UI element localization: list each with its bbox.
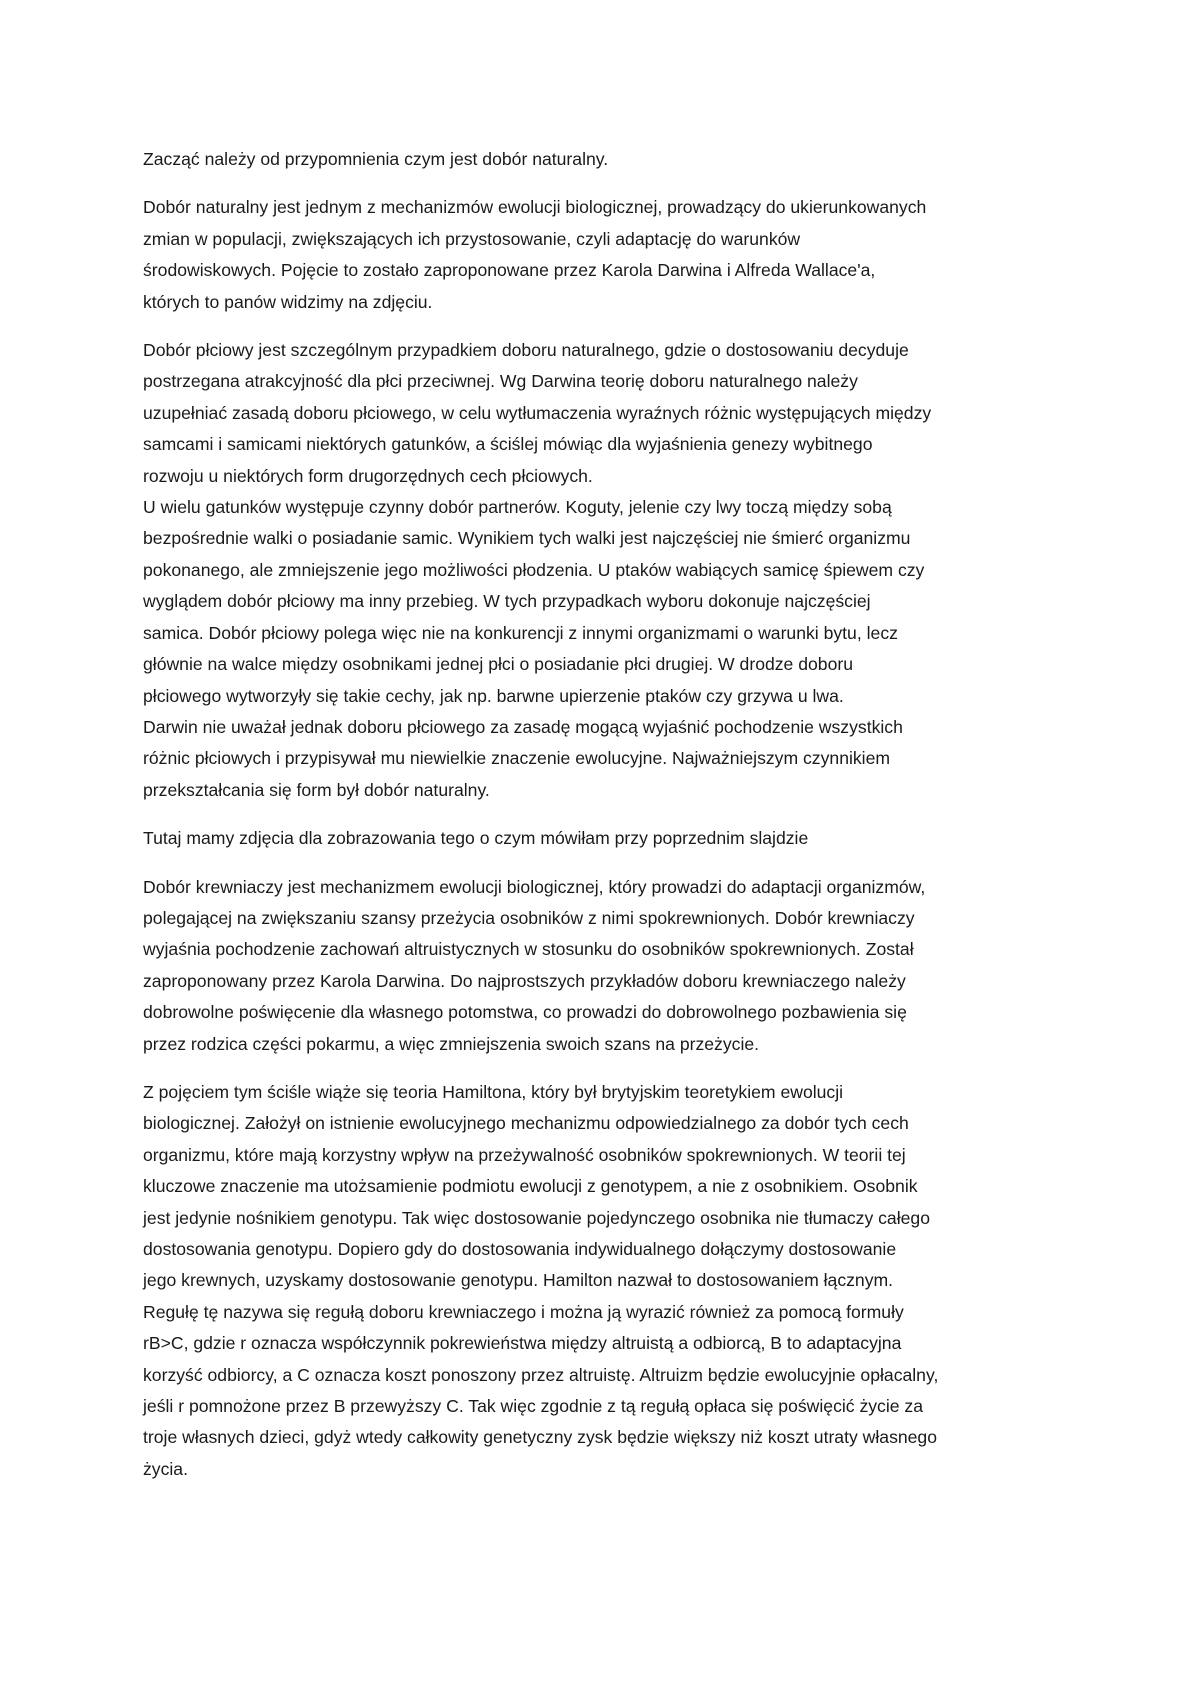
text-line: Dobór płciowy jest szczególnym przypadkiem doboru naturalnego, gdzie o dostosowaniu decyduje <box>143 340 909 361</box>
text-line: dobrowolne poświęcenie dla własnego potomstwa, co prowadzi do dobrowolnego pozbawienia się <box>143 1002 907 1023</box>
text-line: głównie na walce między osobnikami jednej płci o posiadanie płci drugiej. W drodze doboru <box>143 654 854 675</box>
paragraph-spacer <box>143 855 1063 872</box>
text-line: troje własnych dzieci, gdyż wtedy całkowity genetyczny zysk będzie większy niż koszt utraty własnego <box>143 1427 938 1448</box>
text-line: biologicznej. Założył on istnienie ewolucyjnego mechanizmu odpowiedzialnego za dobór tych cech <box>143 1113 909 1134</box>
text-line: rB>C, gdzie r oznacza współczynnik pokrewieństwa między altruistą a odbiorcą, B to adaptacyjna <box>143 1333 902 1354</box>
text-line: korzyść odbiorcy, a C oznacza koszt ponoszony przez altruistę. Altruizm będzie ewolucyjnie opłacalny, <box>143 1364 939 1385</box>
paragraph-sexual-selection <box>143 335 1063 806</box>
text-line: jego krewnych, uzyskamy dostosowanie genotypu. Hamilton nazwał to dostosowaniem łącznym. <box>143 1270 894 1291</box>
document-body <box>143 144 1063 1485</box>
paragraph-natural-selection <box>143 192 1063 318</box>
text-line: zaproponowany przez Karola Darwina. Do najprostszych przykładów doboru krewniaczego należy <box>143 970 906 991</box>
text-line: pokonanego, ale zmniejszenie jego możliwości płodzenia. U ptaków wabiących samicę śpiewem czy <box>143 559 925 580</box>
text-line: Regułę tę nazywa się regułą doboru krewniaczego i można ją wyrazić również za pomocą formuły <box>143 1301 904 1322</box>
paragraph-kin-selection <box>143 872 1063 1060</box>
text-line: Zacząć należy od przypomnienia czym jest dobór naturalny. <box>143 149 609 169</box>
text-line: życia. <box>143 1458 188 1479</box>
paragraph-spacer <box>143 806 1063 823</box>
paragraph-spacer <box>143 1060 1063 1077</box>
text-line: samcami i samicami niektórych gatunków, a ściślej mówiąc dla wyjaśnienia genezy wybitnego <box>143 434 873 455</box>
paragraph-photos-note <box>143 823 1063 854</box>
text-line: U wielu gatunków występuje czynny dobór partnerów. Koguty, jelenie czy lwy toczą między sobą <box>143 497 892 518</box>
text-line: różnic płciowych i przypisywał mu niewielkie znaczenie ewolucyjne. Najważniejszym czynnikiem <box>143 748 891 769</box>
text-line: wyglądem dobór płciowy ma inny przebieg. W tych przypadkach wyboru dokonuje najczęściej <box>143 591 871 612</box>
text-line: Dobór krewniaczy jest mechanizmem ewolucji biologicznej, który prowadzi do adaptacji organizmów, <box>143 876 926 897</box>
text-line: Darwin nie uważał jednak doboru płciowego za zasadę mogącą wyjaśnić pochodzenie wszystkich <box>143 716 903 737</box>
text-line: zmian w populacji, zwiększających ich przystosowanie, czyli adaptację do warunków <box>143 228 801 249</box>
text-line: bezpośrednie walki o posiadanie samic. Wynikiem tych walki jest najczęściej nie śmierć organizmu <box>143 528 911 549</box>
text-line: wyjaśnia pochodzenie zachowań altruistycznych w stosunku do osobników spokrewnionych. Został <box>143 939 914 960</box>
text-line: Z pojęciem tym ściśle wiąże się teoria Hamiltona, który był brytyjskim teoretykiem ewolucji <box>143 1081 844 1102</box>
text-line: przekształcania się form był dobór naturalny. <box>143 779 490 800</box>
text-line: których to panów widzimy na zdjęciu. <box>143 291 433 312</box>
text-line: płciowego wytworzyły się takie cechy, jak np. barwne upierzenie ptaków czy grzywa u lwa. <box>143 685 844 706</box>
text-line: jeśli r pomnożone przez B przewyższy C. Tak więc zgodnie z tą regułą opłaca się poświęcić życie za <box>143 1396 924 1417</box>
text-line: kluczowe znaczenie ma utożsamienie podmiotu ewolucji z genotypem, a nie z osobnikiem. Osobnik <box>143 1176 918 1197</box>
text-line: przez rodzica części pokarmu, a więc zmniejszenia swoich szans na przeżycie. <box>143 1033 760 1054</box>
paragraph-spacer <box>143 175 1063 192</box>
paragraph-intro <box>143 144 1063 175</box>
paragraph-hamilton <box>143 1077 1063 1485</box>
text-line: jest jedynie nośnikiem genotypu. Tak więc dostosowanie pojedynczego osobnika nie tłumaczy całego <box>143 1207 930 1228</box>
text-line: postrzegana atrakcyjność dla płci przeciwnej. Wg Darwina teorię doboru naturalnego należy <box>143 371 858 392</box>
text-line: organizmu, które mają korzystny wpływ na przeżywalność osobników spokrewnionych. W teorii tej <box>143 1144 906 1165</box>
text-line: dostosowania genotypu. Dopiero gdy do dostosowania indywidualnego dołączymy dostosowanie <box>143 1239 897 1259</box>
text-line: polegającej na zwiększaniu szansy przeżycia osobników z nimi spokrewnionych. Dobór krewniaczy <box>143 907 915 928</box>
text-line: uzupełniać zasadą doboru płciowego, w celu wytłumaczenia wyraźnych różnic występujących między <box>143 402 932 423</box>
text-line: samica. Dobór płciowy polega więc nie na konkurencji z innymi organizmami o warunki bytu, lecz <box>143 622 898 643</box>
text-line: środowiskowych. Pojęcie to zostało zaproponowane przez Karola Darwina i Alfreda Wallace'a, <box>143 260 876 281</box>
text-line: rozwoju u niektórych form drugorzędnych cech płciowych. <box>143 465 593 486</box>
paragraph-spacer <box>143 318 1063 335</box>
text-line: Dobór naturalny jest jednym z mechanizmów ewolucji biologicznej, prowadzący do ukierunkowanych <box>143 197 927 218</box>
text-line: Tutaj mamy zdjęcia dla zobrazowania tego o czym mówiłam przy poprzednim slajdzie <box>143 828 809 849</box>
